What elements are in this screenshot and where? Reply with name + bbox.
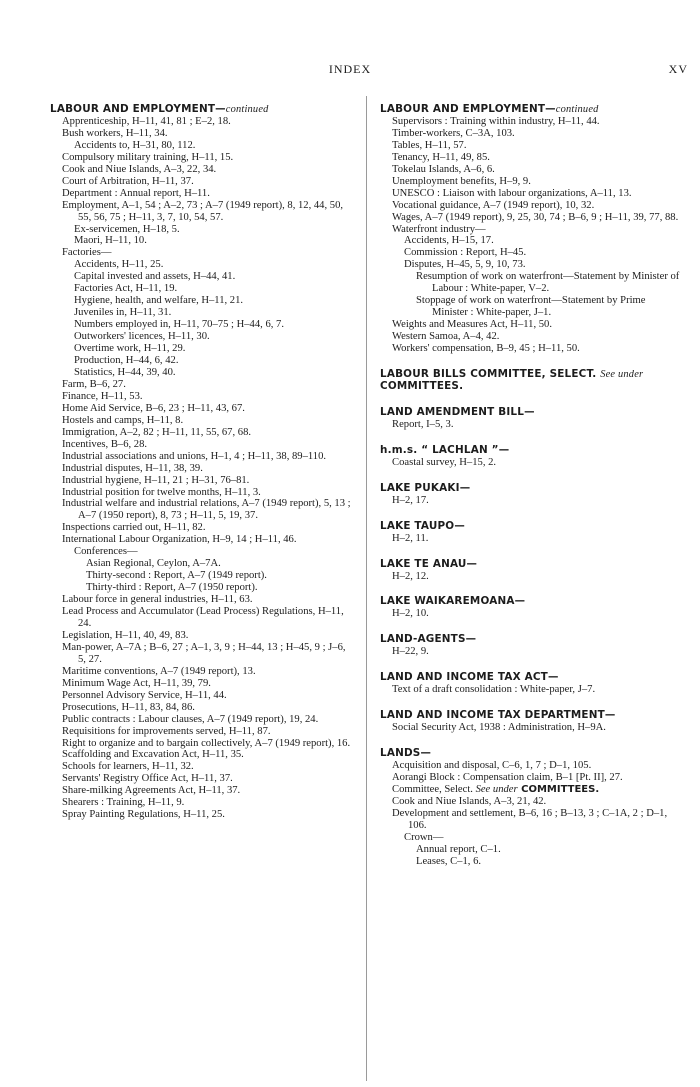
entry-text: Unemployment benefits, H–9, 9. (392, 175, 531, 187)
entry-text: Tokelau Islands, A–6, 6. (392, 163, 495, 175)
entry-text: Maori, H–11, 10. (74, 235, 147, 247)
index-entry (380, 784, 682, 796)
index-entry (50, 439, 352, 451)
index-entry (380, 844, 682, 856)
column-divider (366, 96, 367, 1081)
index-entry (380, 856, 682, 868)
index-entry (50, 152, 352, 164)
index-column-right (380, 104, 682, 868)
heading-text: LAND AMENDMENT BILL— (380, 405, 535, 418)
index-entry (380, 832, 682, 844)
entry-text: Thirty-second : Report, A–7 (1949 report). (86, 570, 267, 582)
see-under-label: See under (600, 369, 644, 381)
index-entry (380, 646, 682, 658)
entry-text: Accidents, H–11, 25. (74, 259, 164, 271)
entry-text: Finance, H–11, 53. (62, 390, 143, 402)
entry-text: Hostels and camps, H–11, 8. (62, 414, 184, 426)
index-heading (380, 521, 682, 533)
entry-text: Schools for learners, H–11, 32. (62, 761, 194, 773)
entry-text: Conferences— (74, 546, 138, 558)
index-entry (380, 796, 682, 808)
entry-text: Acquisition and disposal, C–6, 1, 7 ; D–1, 105. (392, 760, 592, 772)
index-entry (50, 558, 352, 570)
index-heading (50, 104, 352, 116)
index-entry (380, 259, 682, 271)
index-entry (380, 212, 682, 224)
index-entry (50, 642, 352, 666)
index-entry (50, 379, 352, 391)
entry-text: Factories— (62, 247, 112, 259)
index-entry (380, 140, 682, 152)
entry-text: UNESCO : Liaison with labour organizations, A–11, 13. (392, 187, 632, 199)
entry-text: Workers' compensation, B–9, 45 ; H–11, 50. (392, 343, 580, 355)
index-entry (380, 188, 682, 200)
entry-text: Farm, B–6, 27. (62, 378, 126, 390)
index-entry (50, 307, 352, 319)
index-entry (50, 295, 352, 307)
entry-text: Numbers employed in, H–11, 70–75 ; H–44, 6, 7. (74, 319, 284, 331)
entry-text: Apprenticeship, H–11, 41, 81 ; E–2, 18. (62, 115, 231, 127)
index-entry (380, 533, 682, 545)
entry-text: H–2, 17. (392, 494, 429, 506)
index-heading (380, 672, 682, 684)
index-entry (50, 749, 352, 761)
index-entry (50, 761, 352, 773)
index-entry (50, 714, 352, 726)
index-entry (50, 403, 352, 415)
index-heading (380, 748, 682, 760)
index-entry (380, 760, 682, 772)
index-entry (380, 200, 682, 212)
entry-text: Scaffolding and Excavation Act, H–11, 35. (62, 749, 244, 761)
index-entry (50, 367, 352, 379)
entry-text: Ex-servicemen, H–18, 5. (74, 223, 180, 235)
index-heading (380, 559, 682, 571)
heading-text: LAND AND INCOME TAX DEPARTMENT— (380, 709, 616, 722)
index-entry (380, 128, 682, 140)
entry-text: Aorangi Block : Compensation claim, B–1 [Pt. II], 27. (392, 771, 623, 783)
index-entry (50, 391, 352, 403)
entry-text: Wages, A–7 (1949 report), 9, 25, 30, 74 ; B–6, 9 ; H–11, 39, 77, 88. (392, 211, 679, 223)
index-entry (50, 487, 352, 499)
index-heading (380, 634, 682, 646)
index-entry (50, 235, 352, 247)
index-entry (380, 772, 682, 784)
index-heading (380, 710, 682, 722)
entry-text: Compulsory military training, H–11, 15. (62, 151, 234, 163)
entry-text: Accidents to, H–31, 80, 112. (74, 139, 196, 151)
index-entry (380, 295, 682, 319)
entry-text: Public contracts : Labour clauses, A–7 (1949 report), 19, 24. (62, 713, 319, 725)
entry-text: Juveniles in, H–11, 31. (74, 307, 172, 319)
entry-text: Supervisors : Training within industry, H–11, 44. (392, 115, 600, 127)
index-entry (50, 630, 352, 642)
entry-text: Capital invested and assets, H–44, 41. (74, 271, 236, 283)
index-entry (50, 582, 352, 594)
entry-text: Leases, C–1, 6. (416, 855, 482, 867)
index-entry (50, 427, 352, 439)
continued-label: continued (225, 104, 269, 115)
entry-text: Inspections carried out, H–11, 82. (62, 522, 206, 534)
index-entry (380, 116, 682, 128)
heading-text: LAKE PUKAKI— (380, 481, 471, 494)
index-entry (50, 343, 352, 355)
entry-text: H–2, 10. (392, 608, 429, 620)
index-entry (380, 343, 682, 355)
heading-text: LAKE WAIKAREMOANA— (380, 595, 526, 608)
entry-text: Spray Painting Regulations, H–11, 25. (62, 809, 225, 821)
entry-text: Outworkers' licences, H–11, 30. (74, 331, 210, 343)
index-entry (50, 546, 352, 558)
index-entry (50, 164, 352, 176)
index-heading (380, 596, 682, 608)
entry-text: Department : Annual report, H–11. (62, 187, 210, 199)
entry-text: Cook and Niue Islands, A–3, 21, 42. (392, 795, 547, 807)
index-entry (380, 684, 682, 696)
entry-text: Weights and Measures Act, H–11, 50. (392, 319, 552, 331)
entry-text: International Labour Organization, H–9, 14 ; H–11, 46. (62, 534, 297, 546)
index-entry (380, 419, 682, 431)
index-entry (50, 415, 352, 427)
entry-text: Home Aid Service, B–6, 23 ; H–11, 43, 67. (62, 402, 245, 414)
index-entry (50, 785, 352, 797)
entry-text: Factories Act, H–11, 19. (74, 283, 178, 295)
index-entry (380, 722, 682, 734)
entry-text: Annual report, C–1. (416, 843, 501, 855)
index-entry (50, 702, 352, 714)
entry-text: Court of Arbitration, H–11, 37. (62, 175, 194, 187)
entry-text: Share-milking Agreements Act, H–11, 37. (62, 785, 241, 797)
page-number: XV (668, 62, 688, 76)
index-entry (380, 495, 682, 507)
index-entry (50, 773, 352, 785)
entry-text: Right to organize and to bargain collectively, A–7 (1949 report), 16. (62, 737, 351, 749)
index-entry (50, 271, 352, 283)
index-entry (380, 608, 682, 620)
entry-text: Lead Process and Accumulator (Lead Process) Regulations, H–11, 24. (62, 606, 344, 629)
index-entry (50, 690, 352, 702)
index-entry (380, 319, 682, 331)
entry-text: Maritime conventions, A–7 (1949 report), 13. (62, 665, 256, 677)
index-entry (380, 152, 682, 164)
index-entry (50, 463, 352, 475)
entry-text: Industrial associations and unions, H–1, 4 ; H–11, 38, 89–110. (62, 450, 327, 462)
index-entry (50, 738, 352, 750)
entry-text: Disputes, H–45, 5, 9, 10, 73. (404, 259, 526, 271)
cross-reference: COMMITTEES. (380, 379, 464, 392)
index-entry (380, 808, 682, 832)
index-heading (380, 407, 682, 419)
index-entry (50, 666, 352, 678)
heading-text: LAND-AGENTS— (380, 633, 477, 646)
heading-text: LABOUR BILLS COMMITTEE, SELECT. (380, 368, 601, 381)
index-heading (380, 445, 682, 457)
index-heading (380, 483, 682, 495)
entry-text: Resumption of work on waterfront—Statement by Minister of Labour : White-paper, V–2. (416, 271, 680, 295)
entry-text: Crown— (404, 831, 444, 843)
entry-text: Prosecutions, H–11, 83, 84, 86. (62, 701, 195, 713)
entry-text: Development and settlement, B–6, 16 ; B–13, 3 ; C–1A, 2 ; D–1, 106. (392, 807, 668, 831)
see-under-label: See under (475, 783, 518, 795)
index-entry (50, 283, 352, 295)
entry-text: Hygiene, health, and welfare, H–11, 21. (74, 295, 244, 307)
entry-text: Vocational guidance, A–7 (1949 report), 10, 32. (392, 199, 595, 211)
heading-text: LANDS— (380, 747, 432, 760)
entry-text: Requisitions for improvements served, H–11, 87. (62, 725, 271, 737)
index-entry (50, 176, 352, 188)
entry-text: H–2, 12. (392, 570, 429, 582)
heading-text: h.m.s. “ LACHLAN ”— (380, 443, 510, 456)
entry-text: Timber-workers, C–3A, 103. (392, 127, 515, 139)
index-entry (50, 498, 352, 522)
index-entry (380, 164, 682, 176)
entry-text: Legislation, H–11, 40, 49, 83. (62, 629, 189, 641)
index-entry (50, 355, 352, 367)
entry-text: Industrial position for twelve months, H–11, 3. (62, 486, 261, 498)
entry-text: Accidents, H–15, 17. (404, 235, 494, 247)
page-header (0, 62, 700, 78)
entry-text: Incentives, B–6, 28. (62, 438, 148, 450)
entry-text: Tables, H–11, 57. (392, 139, 467, 151)
entry-text: Immigration, A–2, 82 ; H–11, 11, 55, 67, 68. (62, 426, 252, 438)
index-entry (50, 726, 352, 738)
continued-label: continued (555, 104, 599, 115)
entry-text: Waterfront industry— (392, 223, 486, 235)
index-entry (50, 331, 352, 343)
entry-text: Thirty-third : Report, A–7 (1950 report). (86, 582, 258, 594)
entry-text: Labour force in general industries, H–11, 63. (62, 594, 253, 606)
index-entry (50, 224, 352, 236)
index-entry (50, 534, 352, 546)
entry-text: Personnel Advisory Service, H–11, 44. (62, 689, 227, 701)
index-entry (380, 224, 682, 236)
index-entry (50, 140, 352, 152)
entry-text: Statistics, H–44, 39, 40. (74, 366, 176, 378)
index-entry (380, 331, 682, 343)
cross-reference: COMMITTEES. (517, 783, 600, 795)
heading-text: LABOUR AND EMPLOYMENT— (50, 103, 226, 115)
entry-text: Tenancy, H–11, 49, 85. (392, 151, 490, 163)
index-entry (50, 678, 352, 690)
entry-text: Committee, Select. (392, 783, 476, 795)
entry-text: Industrial welfare and industrial relations, A–7 (1949 report), 5, 13 ; A–7 (1950 report), 8, 73 ; H–11, 5, 19, 37. (62, 498, 351, 522)
entry-text: Report, I–5, 3. (392, 418, 454, 430)
index-heading (380, 369, 682, 393)
entry-text: Text of a draft consolidation : White-paper, J–7. (392, 684, 596, 696)
index-entry (50, 188, 352, 200)
index-entry (50, 319, 352, 331)
entry-text: Social Security Act, 1938 : Administration, H–9A. (392, 722, 606, 734)
heading-text: LABOUR AND EMPLOYMENT— (380, 103, 556, 115)
index-heading (380, 104, 682, 116)
entry-text: Servants' Registry Office Act, H–11, 37. (62, 773, 233, 785)
entry-text: Overtime work, H–11, 29. (74, 343, 186, 355)
index-entry (50, 475, 352, 487)
entry-text: Man-power, A–7A ; B–6, 27 ; A–1, 3, 9 ; H–44, 13 ; H–45, 9 ; J–6, 5, 27. (62, 641, 346, 665)
index-entry (50, 522, 352, 534)
heading-text: LAKE TAUPO— (380, 519, 465, 532)
entry-text: Bush workers, H–11, 34. (62, 127, 168, 139)
entry-text: Asian Regional, Ceylon, A–7A. (86, 558, 221, 570)
index-entry (50, 606, 352, 630)
heading-text: LAND AND INCOME TAX ACT— (380, 671, 559, 684)
index-entry (50, 451, 352, 463)
index-entry (380, 235, 682, 247)
entry-text: Stoppage of work on waterfront—Statement by Prime Minister : White-paper, J–1. (416, 295, 646, 319)
index-entry (50, 797, 352, 809)
index-entry (50, 200, 352, 224)
entry-text: Employment, A–1, 54 ; A–2, 73 ; A–7 (1949 report), 8, 12, 44, 50, 55, 56, 75 ; H–11, 3, 7, 10, 54, 57. (62, 199, 344, 223)
index-entry (380, 271, 682, 295)
entry-text: H–22, 9. (392, 646, 429, 658)
entry-text: Western Samoa, A–4, 42. (392, 331, 500, 343)
index-entry (50, 128, 352, 140)
index-entry (50, 809, 352, 821)
entry-text: Industrial hygiene, H–11, 21 ; H–31, 76–81. (62, 474, 250, 486)
entry-text: Commission : Report, H–45. (404, 247, 527, 259)
index-entry (50, 259, 352, 271)
entry-text: Production, H–44, 6, 42. (74, 355, 179, 367)
index-entry (50, 116, 352, 128)
index-entry (380, 247, 682, 259)
index-entry (50, 570, 352, 582)
entry-text: H–2, 11. (392, 532, 429, 544)
entry-text: Industrial disputes, H–11, 38, 39. (62, 462, 203, 474)
entry-text: Cook and Niue Islands, A–3, 22, 34. (62, 163, 217, 175)
index-entry (380, 457, 682, 469)
heading-text: LAKE TE ANAU— (380, 557, 478, 570)
entry-text: Coastal survey, H–15, 2. (392, 456, 497, 468)
index-entry (50, 594, 352, 606)
index-column-left (50, 104, 352, 821)
index-entry (50, 247, 352, 259)
entry-text: Minimum Wage Act, H–11, 39, 79. (62, 677, 211, 689)
index-entry (380, 571, 682, 583)
entry-text: Shearers : Training, H–11, 9. (62, 797, 185, 809)
page-title: INDEX (328, 62, 372, 76)
index-entry (380, 176, 682, 188)
